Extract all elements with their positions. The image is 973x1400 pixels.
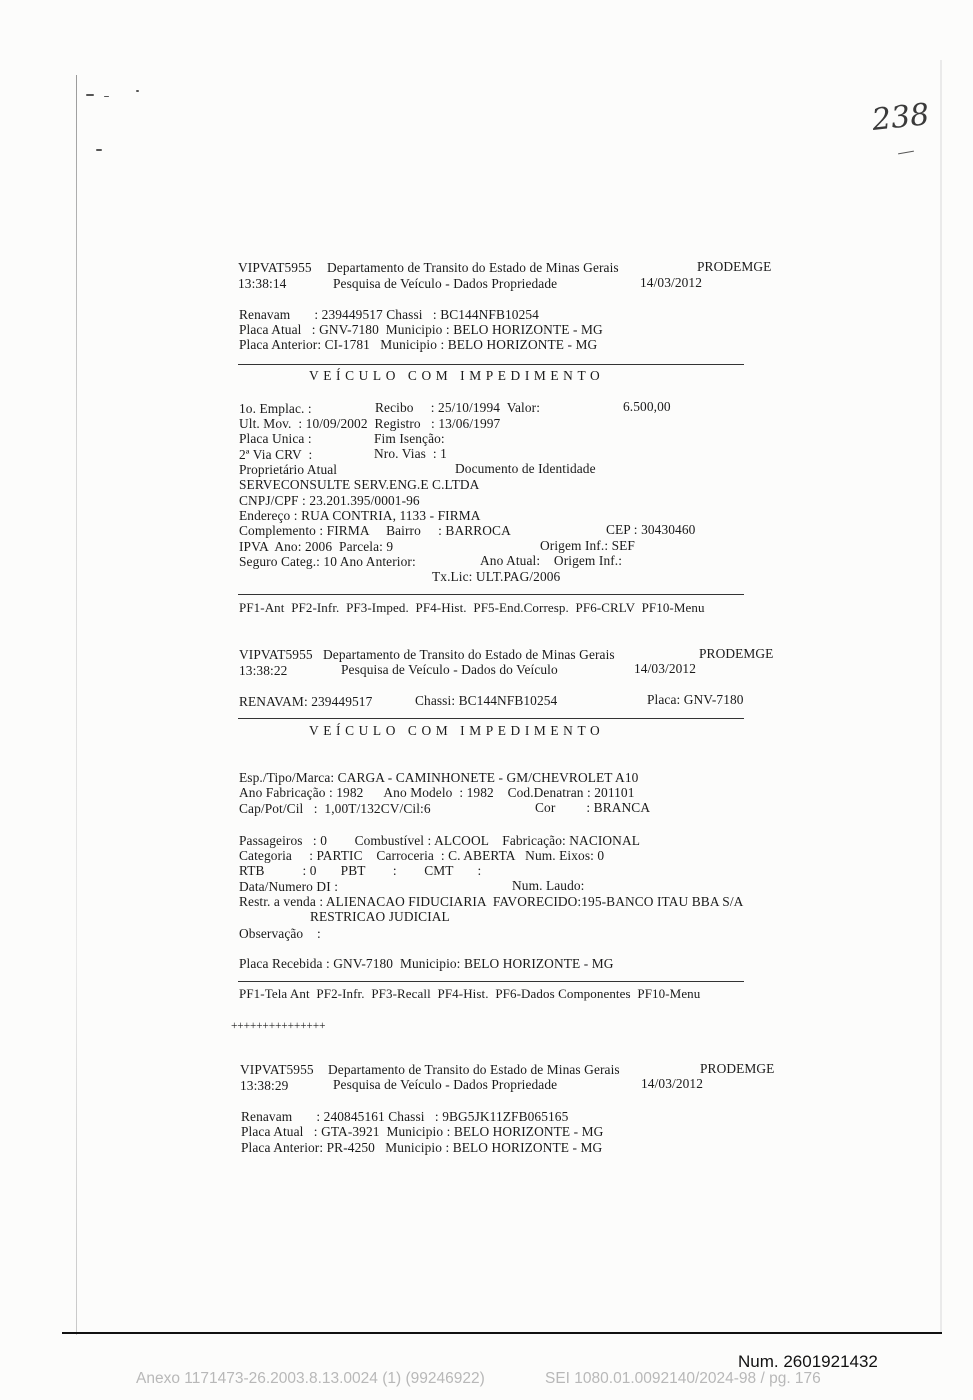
header-org: PRODEMGE (700, 1061, 775, 1076)
anexo-reference: Anexo 1171473-26.2003.8.13.0024 (1) (99246922) (136, 1370, 485, 1387)
scan-speck (136, 90, 139, 92)
renavam-value: RENAVAM: 239449517 (239, 694, 373, 709)
header-time: 13:38:14 (238, 276, 287, 291)
fim-isencao-label: Fim Isenção: (374, 431, 445, 446)
header-date: 14/03/2012 (634, 661, 697, 676)
cep-line: CEP : 30430460 (606, 522, 696, 537)
categoria-line: Categoria : PARTIC Carroceria : C. ABERTA Num. Eixos: 0 (239, 848, 605, 863)
header-org: PRODEMGE (697, 259, 772, 274)
divider-line (238, 364, 744, 365)
cnpj-line: CNPJ/CPF : 23.201.395/0001-96 (239, 493, 420, 508)
header-time: 13:38:22 (239, 663, 288, 678)
recibo-line: Recibo : 25/10/1994 Valor: (375, 400, 541, 415)
rtb-line: RTB : 0 PBT : CMT : (239, 863, 482, 878)
placa-atual-line: Placa Atual : GNV-7180 Municipio : BELO HORIZONTE - MG (239, 322, 603, 337)
header-system-code: VIPVAT5955 (240, 1062, 314, 1077)
passageiros-line: Passageiros : 0 Combustível : ALCOOL Fabricação: NACIONAL (239, 833, 641, 848)
esp-tipo-marca-line: Esp./Tipo/Marca: CARGA - CAMINHONETE - GM/CHEVROLET A10 (239, 770, 639, 785)
valor-value: 6.500,00 (623, 399, 671, 414)
handwritten-dash (898, 151, 914, 155)
page-bottom-rule (62, 1332, 942, 1334)
header-time: 13:38:29 (240, 1078, 289, 1093)
function-key-menu: PF1-Tela Ant PF2-Infr. PF3-Recall PF4-Hist. PF6-Dados Componentes PF10-Menu (239, 986, 701, 1001)
num-laudo-label: Num. Laudo: (512, 878, 585, 893)
header-title: Departamento de Transito do Estado de Minas Gerais (323, 647, 615, 662)
restricao-judicial: RESTRICAO JUDICIAL (310, 909, 450, 924)
divider-line (238, 981, 744, 982)
placa-anterior-line: Placa Anterior: CI-1781 Municipio : BELO HORIZONTE - MG (239, 337, 598, 352)
txlic-line: Tx.Lic: ULT.PAG/2006 (432, 569, 561, 584)
scan-speck (96, 149, 102, 151)
impedimento-banner: VEÍCULO COM IMPEDIMENTO (309, 723, 605, 738)
header-system-code: VIPVAT5955 (238, 260, 312, 275)
renavam-line: Renavam : 239449517 Chassi : BC144NFB10254 (239, 307, 539, 322)
document-number: Num. 2601921432 (738, 1352, 878, 1371)
cor-line: Cor : BRANCA (535, 800, 651, 815)
ano-atual-line: Ano Atual: Origem Inf.: (480, 553, 623, 568)
header-subtitle: Pesquisa de Veículo - Dados do Veículo (341, 662, 558, 677)
origem-inf-line: Origem Inf.: SEF (540, 538, 635, 553)
proprietario-label: Proprietário Atual (239, 462, 338, 477)
data-di-label: Data/Numero DI : (239, 879, 339, 894)
ult-mov-line: Ult. Mov. : 10/09/2002 Registro : 13/06/1997 (239, 416, 501, 431)
plus-separator: +++++++++++++++ (231, 1020, 326, 1032)
placa-recebida-line: Placa Recebida : GNV-7180 Municipio: BELO HORIZONTE - MG (239, 956, 614, 971)
header-title: Departamento de Transito do Estado de Minas Gerais (328, 1062, 620, 1077)
documento-label: Documento de Identidade (455, 461, 596, 476)
divider-line (238, 594, 744, 595)
endereco-line: Endereço : RUA CONTRIA, 1133 - FIRMA (239, 508, 481, 523)
chassi-value: Chassi: BC144NFB10254 (415, 693, 558, 708)
sei-reference: SEI 1080.01.0092140/2024-98 / pg. 176 (545, 1370, 821, 1387)
proprietario-name: SERVECONSULTE SERV.ENG.E C.LTDA (239, 477, 480, 492)
seguro-line: Seguro Categ.: 10 Ano Anterior: (239, 554, 416, 569)
ipva-line: IPVA Ano: 2006 Parcela: 9 (239, 539, 394, 554)
scan-speck (86, 94, 94, 96)
placa-atual-line: Placa Atual : GTA-3921 Municipio : BELO HORIZONTE - MG (241, 1124, 604, 1139)
placa-anterior-line: Placa Anterior: PR-4250 Municipio : BELO HORIZONTE - MG (241, 1140, 603, 1155)
ano-fabricacao-line: Ano Fabricação : 1982 Ano Modelo : 1982 Cod.Denatran : 201101 (239, 785, 635, 800)
nro-vias-line: Nro. Vias : 1 (374, 446, 447, 461)
cap-pot-cil-line: Cap/Pot/Cil : 1,00T/132CV/Cil:6 (239, 801, 431, 816)
scan-speck (104, 96, 109, 97)
header-subtitle: Pesquisa de Veículo - Dados Propriedade (333, 276, 558, 291)
restricao-venda-line: Restr. a venda : ALIENACAO FIDUCIARIA FAVORECIDO:195-BANCO ITAU BBA S/A (239, 894, 744, 909)
function-key-menu: PF1-Ant PF2-Infr. PF3-Imped. PF4-Hist. PF5-End.Corresp. PF6-CRLV PF10-Menu (239, 600, 705, 615)
header-title: Departamento de Transito do Estado de Minas Gerais (327, 260, 619, 275)
scan-right-shadow (940, 60, 942, 1332)
header-system-code: VIPVAT5955 (239, 647, 313, 662)
impedimento-banner: VEÍCULO COM IMPEDIMENTO (309, 368, 605, 383)
renavam-line: Renavam : 240845161 Chassi : 9BG5JK11ZFB065165 (241, 1109, 569, 1124)
emplac-label: 1o. Emplac. : (239, 401, 312, 416)
header-org: PRODEMGE (699, 646, 774, 661)
via-crv-label: 2ª Via CRV : (239, 447, 313, 462)
header-date: 14/03/2012 (641, 1076, 704, 1091)
divider-line (238, 718, 744, 719)
handwritten-page-number: 238 (870, 97, 931, 138)
placa-unica-label: Placa Unica : (239, 431, 312, 446)
scan-edge-line (76, 75, 77, 1335)
header-date: 14/03/2012 (640, 275, 703, 290)
placa-value: Placa: GNV-7180 (647, 692, 744, 707)
header-subtitle: Pesquisa de Veículo - Dados Propriedade (333, 1077, 558, 1092)
observacao-label: Observação : (239, 926, 321, 941)
complemento-line: Complemento : FIRMA Bairro : BARROCA (239, 523, 511, 538)
